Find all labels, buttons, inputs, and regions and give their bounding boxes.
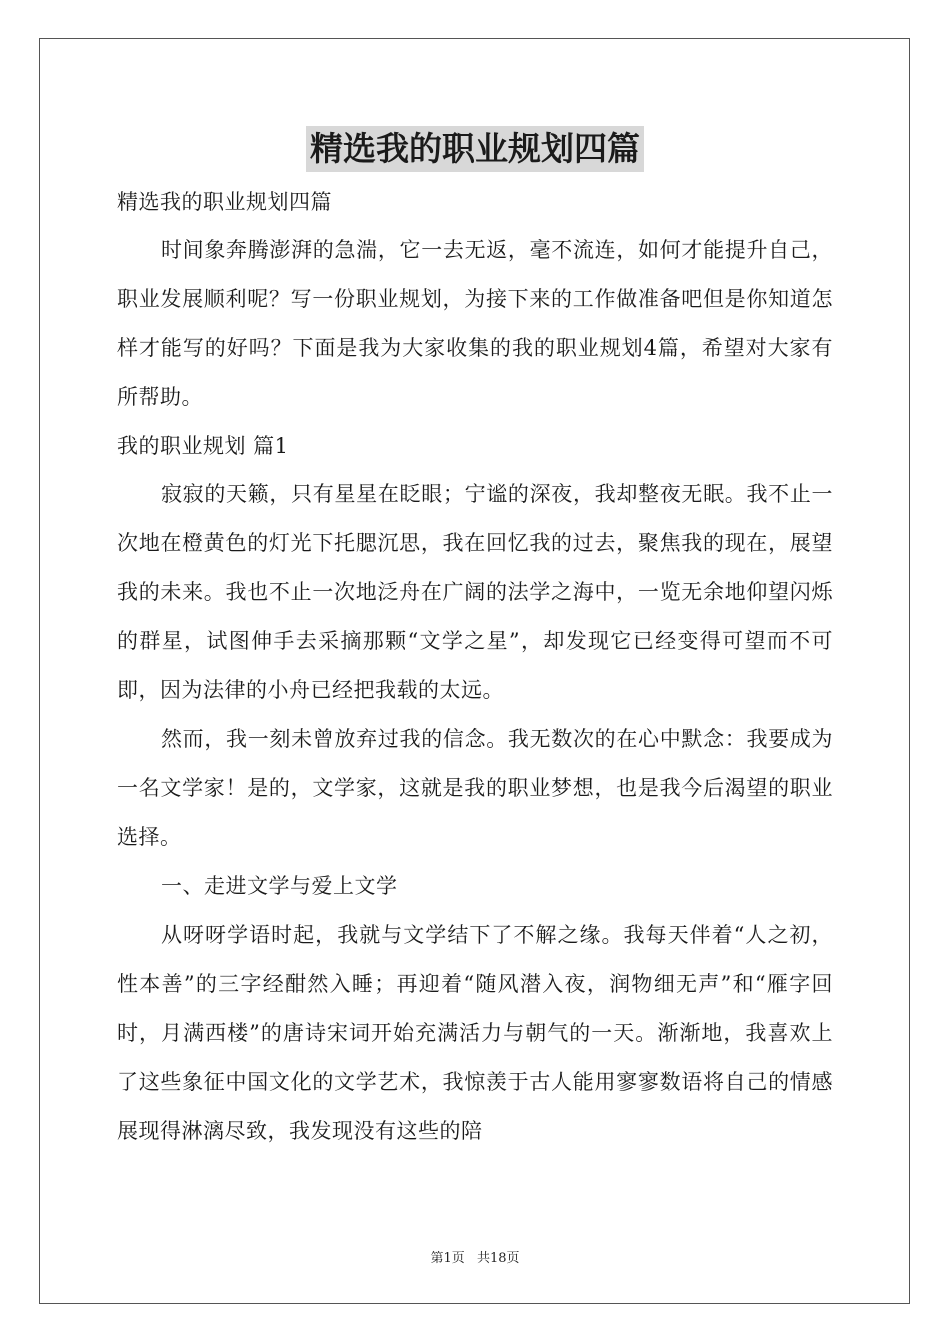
document-subtitle: 精选我的职业规划四篇	[117, 190, 332, 214]
paragraph-belief: 然而，我一刻未曾放弃过我的信念。我无数次的在心中默念：我要成为一名文学家！是的，文学家，这就是我的职业梦想，也是我今后渴望的职业选择。	[117, 727, 833, 849]
paragraph-childhood: 从呀呀学语时起，我就与文学结下了不解之缘。我每天伴着“人之初，性本善”的三字经酣然入睡；再迎着“随风潜入夜，润物细无声”和“雁字回时，月满西楼”的唐诗宋词开始充满活力与朝气的一天。渐渐地，我喜欢上了这些象征中国文化的文学艺术，我惊羡于古人能用寥寥数语将自己的情感展现得淋漓尽致，我发现没有这些的陪	[117, 923, 833, 1143]
document-body	[117, 178, 833, 1156]
document-title-text: 精选我的职业规划四篇	[306, 126, 644, 172]
section-heading-part1: 我的职业规划 篇1	[117, 434, 289, 458]
paragraph-intro: 时间象奔腾澎湃的急湍，它一去无返，毫不流连，如何才能提升自己，职业发展顺利呢？写一份职业规划，为接下来的工作做准备吧但是你知道怎样才能写的好吗？下面是我为大家收集的我的职业规划4篇，希望对大家有所帮助。	[117, 238, 833, 409]
subsection-heading-literature: 一、走进文学与爱上文学	[161, 874, 398, 898]
document-title	[0, 126, 950, 172]
page-footer	[0, 1247, 950, 1266]
page-number: 第1页	[430, 1251, 465, 1266]
page-total: 共18页	[476, 1251, 520, 1266]
paragraph-night: 寂寂的天籁，只有星星在眨眼；宁谧的深夜，我却整夜无眠。我不止一次地在橙黄色的灯光下托腮沉思，我在回忆我的过去，聚焦我的现在，展望我的未来。我也不止一次地泛舟在广阔的法学之海中，一览无余地仰望闪烁的群星，试图伸手去采摘那颗“文学之星”，却发现它已经变得可望而不可即，因为法律的小舟已经把我载的太远。	[117, 482, 833, 702]
